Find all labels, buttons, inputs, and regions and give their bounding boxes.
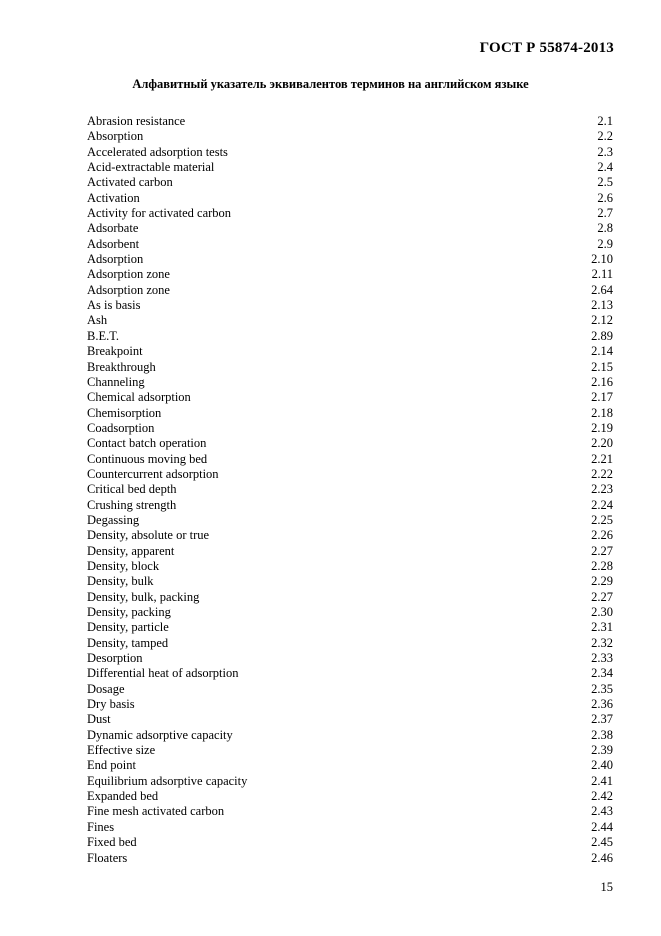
index-term: Equilibrium adsorptive capacity: [87, 773, 248, 788]
index-reference: 2.32: [591, 635, 613, 650]
index-reference: 2.24: [591, 497, 613, 512]
index-term: Activity for activated carbon: [87, 206, 232, 221]
index-entry: [87, 544, 613, 559]
index-entry: [87, 804, 613, 819]
index-entry: [87, 360, 613, 375]
index-entry: [87, 252, 613, 267]
index-reference: 2.4: [597, 160, 613, 175]
index-term: Critical bed depth: [87, 482, 177, 497]
index-term: Density, tamped: [87, 635, 169, 650]
index-entry: [87, 513, 613, 528]
index-entry: [87, 191, 613, 206]
index-entry: [87, 820, 613, 835]
index-term: Countercurrent adsorption: [87, 466, 219, 481]
index-entry: [87, 452, 613, 467]
index-entry: [87, 590, 613, 605]
index-entry: [87, 467, 613, 482]
index-entry: [87, 145, 613, 160]
index-entry: [87, 712, 613, 727]
index-term: Effective size: [87, 743, 156, 758]
index-entry: [87, 390, 613, 405]
index-term: Activation: [87, 190, 140, 205]
index-entry: [87, 129, 613, 144]
index-reference: 2.27: [591, 589, 613, 604]
index-term: Dry basis: [87, 697, 135, 712]
index-reference: 2.28: [591, 558, 613, 573]
index-term: Density, absolute or true: [87, 528, 210, 543]
index-reference: 2.37: [591, 712, 613, 727]
index-term: Density, particle: [87, 620, 169, 635]
index-term: Density, apparent: [87, 543, 175, 558]
index-entry: [87, 206, 613, 221]
index-entry: [87, 789, 613, 804]
index-reference: 2.7: [597, 206, 613, 221]
index-reference: 2.89: [591, 328, 613, 343]
index-term: Coadsorption: [87, 420, 155, 435]
index-reference: 2.3: [597, 144, 613, 159]
index-reference: 2.20: [591, 436, 613, 451]
index-term: Continuous moving bed: [87, 451, 208, 466]
index-term: Crushing strength: [87, 497, 177, 512]
index-reference: 2.15: [591, 359, 613, 374]
index-term: Differential heat of adsorption: [87, 666, 239, 681]
index-reference: 2.39: [591, 743, 613, 758]
index-entry: [87, 221, 613, 236]
index-reference: 2.34: [591, 666, 613, 681]
index-reference: 2.27: [591, 543, 613, 558]
index-reference: 2.35: [591, 681, 613, 696]
index-reference: 2.10: [591, 252, 613, 267]
index-term: Density, block: [87, 558, 160, 573]
index-reference: 2.43: [591, 804, 613, 819]
index-entry: [87, 267, 613, 282]
index-term: Ash: [87, 313, 108, 328]
index-term: Breakpoint: [87, 344, 143, 359]
index-entry: [87, 682, 613, 697]
index-term: Activated carbon: [87, 175, 173, 190]
index-entry: [87, 406, 613, 421]
index-entry: [87, 605, 613, 620]
index-reference: 2.23: [591, 482, 613, 497]
index-term: Fine mesh activated carbon: [87, 804, 225, 819]
index-term: Density, bulk: [87, 574, 154, 589]
index-reference: 2.64: [591, 282, 613, 297]
index-entry: [87, 375, 613, 390]
index-term: Density, packing: [87, 605, 171, 619]
index-term: Absorption: [87, 129, 144, 144]
index-reference: 2.45: [591, 835, 613, 850]
page-number: 15: [600, 880, 613, 894]
index-term: Chemical adsorption: [87, 390, 191, 405]
index-reference: 2.16: [591, 374, 613, 389]
index-entry: [87, 482, 613, 497]
index-reference: 2.12: [591, 313, 613, 328]
index-entry: [87, 160, 613, 175]
index-reference: 2.22: [591, 466, 613, 481]
index-reference: 2.31: [591, 620, 613, 635]
index-entry: [87, 313, 613, 328]
index-title: Алфавитный указатель эквивалентов терминов на английском языке: [132, 77, 529, 91]
index-reference: 2.19: [591, 420, 613, 435]
index-term: Desorption: [87, 651, 143, 666]
index-reference: 2.6: [597, 190, 613, 205]
index-reference: 2.9: [597, 236, 613, 251]
index-entry: [87, 298, 613, 313]
index-term: Acid-extractable material: [87, 160, 215, 175]
index-term: Degassing: [87, 512, 140, 527]
index-entry: [87, 498, 613, 513]
index-entry: [87, 851, 613, 866]
index-entry: [87, 758, 613, 773]
index-term: Contact batch operation: [87, 436, 207, 451]
index-term: As is basis: [87, 298, 141, 313]
index-term: End point: [87, 758, 136, 773]
index-reference: 2.13: [591, 298, 613, 313]
index-entry: [87, 697, 613, 712]
term-index-list: [87, 114, 613, 866]
index-term: Expanded bed: [87, 789, 159, 804]
index-entry: [87, 835, 613, 850]
index-entry: [87, 743, 613, 758]
index-reference: 2.36: [591, 697, 613, 712]
index-term: Adsorbate: [87, 221, 139, 236]
index-term: Adsorption: [87, 252, 144, 267]
index-reference: 2.38: [591, 727, 613, 742]
index-reference: 2.29: [591, 574, 613, 589]
index-entry: [87, 283, 613, 298]
index-entry: [87, 651, 613, 666]
index-term: Channeling: [87, 374, 145, 389]
index-entry: [87, 774, 613, 789]
index-reference: 2.46: [591, 850, 613, 865]
index-reference: 2.25: [591, 512, 613, 527]
index-term: Fines: [87, 819, 115, 834]
index-entry: [87, 728, 613, 743]
index-reference: 2.42: [591, 789, 613, 804]
index-reference: 2.1: [597, 114, 613, 128]
index-term: Chemisorption: [87, 405, 162, 420]
index-term: Dosage: [87, 681, 125, 696]
index-reference: 2.41: [591, 773, 613, 788]
index-reference: 2.44: [591, 819, 613, 834]
index-entry: [87, 620, 613, 635]
index-term: Accelerated adsorption tests: [87, 144, 228, 159]
index-reference: 2.2: [597, 129, 613, 144]
index-reference: 2.30: [591, 605, 613, 619]
index-entry: [87, 636, 613, 651]
index-reference: 2.40: [591, 758, 613, 773]
index-term: Adsorption zone: [87, 267, 170, 282]
index-entry: [87, 344, 613, 359]
index-term: Breakthrough: [87, 359, 156, 374]
index-reference: 2.5: [597, 175, 613, 190]
index-entry: [87, 436, 613, 451]
index-term: B.E.T.: [87, 328, 120, 343]
index-entry: [87, 237, 613, 252]
index-term: Fixed bed: [87, 835, 137, 850]
index-entry: [87, 574, 613, 589]
index-entry: [87, 421, 613, 436]
index-term: Adsorbent: [87, 236, 140, 251]
index-term: Density, bulk, packing: [87, 589, 200, 604]
index-term: Abrasion resistance: [87, 114, 186, 128]
index-term: Floaters: [87, 850, 128, 865]
document-code: ГОСТ Р 55874-2013: [479, 40, 614, 56]
index-entry: [87, 666, 613, 681]
index-reference: 2.33: [591, 651, 613, 666]
index-entry: [87, 559, 613, 574]
index-reference: 2.18: [591, 405, 613, 420]
index-entry: [87, 114, 613, 129]
index-reference: 2.26: [591, 528, 613, 543]
index-reference: 2.17: [591, 390, 613, 405]
index-entry: [87, 329, 613, 344]
index-reference: 2.14: [591, 344, 613, 359]
index-entry: [87, 528, 613, 543]
index-entry: [87, 175, 613, 190]
index-reference: 2.8: [597, 221, 613, 236]
index-term: Dust: [87, 712, 111, 727]
index-term: Adsorption zone: [87, 282, 170, 297]
index-reference: 2.21: [591, 451, 613, 466]
index-reference: 2.11: [591, 267, 613, 282]
index-term: Dynamic adsorptive capacity: [87, 727, 233, 742]
